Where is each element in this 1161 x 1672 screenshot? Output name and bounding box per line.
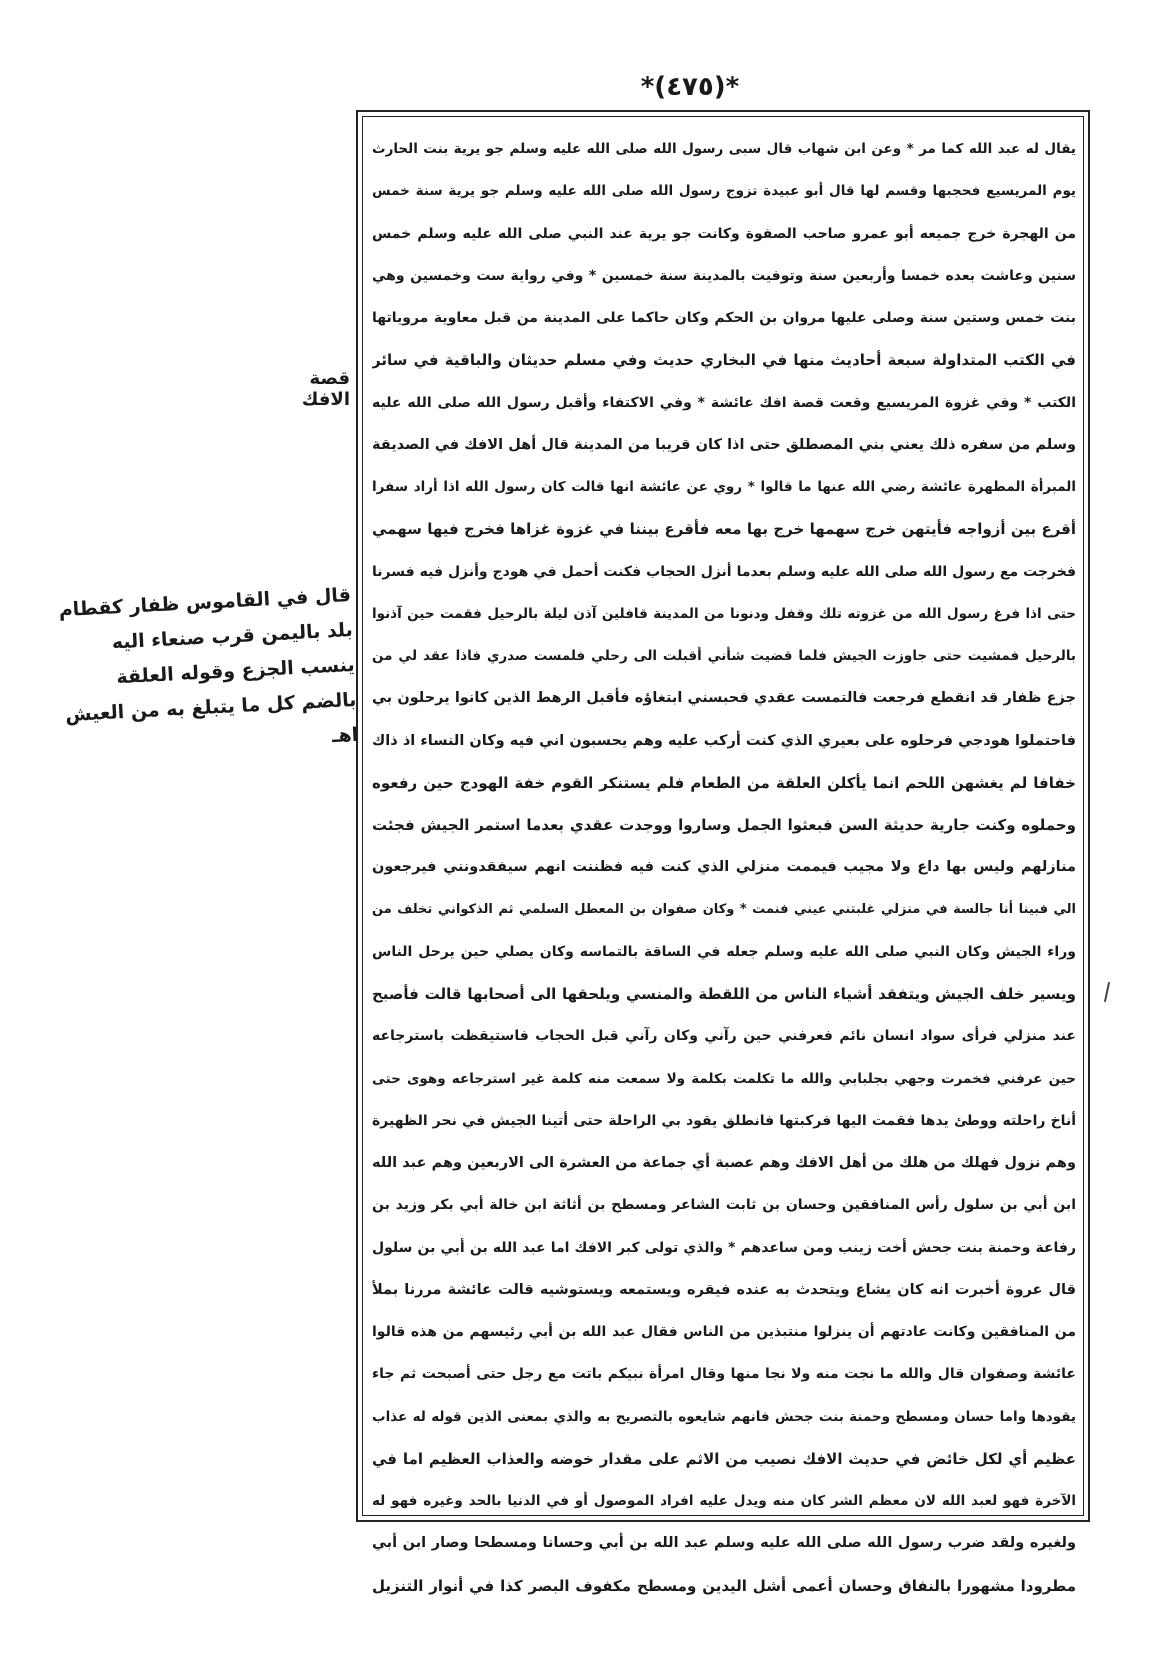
text-line: حين عرفني فخمرت وجهي بجلبابي والله ما تكلمت بكلمة ولا سمعت منه كلمة غير استرجاعه وهوى حتى bbox=[372, 1070, 1076, 1087]
margin-gloss-line: بلد باليمن قرب صنعاء اليه bbox=[111, 618, 354, 654]
margin-gloss-line: قال في القاموس ظفار كقطام bbox=[58, 583, 352, 622]
text-line: يقال له عبد الله كما مر * وعن ابن شهاب قال سبى رسول الله صلى الله عليه وسلم جو يرية بنت الحارث bbox=[372, 141, 1076, 157]
text-line: فاحتملوا هودجي فرحلوه على بعيري الذي كنت أركب عليه وهم يحسبون اني فيه وكان النساء اذ ذاك bbox=[372, 732, 1076, 749]
text-line: من الهجرة خرج جميعه أبو عمرو صاحب الصفوة وكانت جو يرية عند النبي صلى الله عليه وسلم خمس bbox=[372, 225, 1076, 242]
text-line: الي فبينا أنا جالسة في منزلي غلبتني عيني فنمت * وكان صفوان بن المعطل السلمي ثم الذكواني تخلف من bbox=[372, 901, 1076, 917]
text-line: وسلم من سفره ذلك يعني بني المصطلق حتى اذا كان قريبا من المدينة قال أهل الافك في الصديقة bbox=[372, 436, 1076, 453]
text-line: بنت خمس وستين سنة وصلى عليها مروان بن الحكم وكان حاكما على المدينة من قبل معاوية مروياتها bbox=[372, 310, 1076, 326]
text-line: حتى اذا فرغ رسول الله من غزوته تلك وقفل ودنونا من المدينة قافلين آذن ليلة بالرحيل فقمت حين آذنوا bbox=[372, 605, 1076, 622]
page-number: *(٤٧٥)* bbox=[640, 72, 740, 102]
text-line: جزع ظفار قد انقطع فرجعت فالتمست عقدي فحبسني ابتغاؤه فأقبل الرهط الذين كانوا يرحلون بي bbox=[372, 690, 1076, 707]
text-line: فخرجت مع رسول الله صلى الله عليه وسلم بعدما أنزل الحجاب فكنت أحمل في هودج وأنزل فيه فسرنا bbox=[372, 563, 1076, 580]
text-line: المبرأة المطهرة عائشة رضي الله عنها ما قالوا * روي عن عائشة انها قالت كان رسول الله اذا أراد سفرا bbox=[372, 479, 1076, 495]
margin-gloss-line: اهـ bbox=[331, 723, 359, 748]
text-line: أناخ راحلته ووطئ يدها فقمت اليها فركبتها فانطلق يقود بي الراحلة حتى أتينا الجيش في نحر الظهيرة bbox=[372, 1112, 1076, 1129]
text-line: عائشة وصفوان قال والله ما نجت منه ولا نجا منها وقال امرأة نبيكم باتت مع رجل حتى أصبحت ثم جاء bbox=[372, 1366, 1076, 1383]
text-line: ولغيره ولقد ضرب رسول الله صلى الله عليه وسلم عبد الله بن أبي وحسانا ومسطحا وصار ابن أبي bbox=[372, 1535, 1076, 1552]
text-line: سنين وعاشت بعده خمسا وأربعين سنة وتوفيت بالمدينة سنة خمسين * وفي رواية ست وخمسين وهي bbox=[372, 267, 1076, 284]
text-line: ابن أبي بن سلول رأس المنافقين وحسان بن ثابت الشاعر ومسطح بن أثاثة ابن خالة أبي بكر وزيد بن bbox=[372, 1197, 1076, 1214]
text-line: مطرودا مشهورا بالنفاق وحسان أعمى أشل اليدين ومسطح مكفوف البصر كذا في أنوار التنزيل bbox=[372, 1576, 1076, 1595]
main-text-block bbox=[372, 128, 1076, 1595]
text-line: منازلهم وليس بها داع ولا مجيب فيممت منزلي الذي كنت فيه فظننت انهم سيفقدونني فيرجعون bbox=[372, 859, 1076, 876]
text-line: أقرع بين أزواجه فأيتهن خرج سهمها خرج بها معه فأقرع بيننا في غزوة غزاها فخرج فيها سهمي bbox=[372, 520, 1076, 539]
text-line: عظيم أي لكل خائض في حديث الافك نصيب من الاثم على مقدار خوضه والعذاب العظيم اما في bbox=[372, 1449, 1076, 1468]
text-line: قال عروة أخبرت انه كان يشاع ويتحدث به عنده فيقره ويستمعه ويستوشيه قالت عائشة مررنا بملأ bbox=[372, 1281, 1076, 1298]
text-line: رفاعة وحمنة بنت جحش أخت زينب ومن ساعدهم * والذي تولى كبر الافك اما عبد الله بن أبي بن سلول bbox=[372, 1239, 1076, 1256]
text-line: الآخرة فهو لعبد الله لان معظم الشر كان منه ويدل عليه افراد الموصول أو في الدنيا بالحد وغيره فهو له bbox=[372, 1493, 1076, 1509]
text-line: يقودها واما حسان ومسطح وحمنة بنت جحش فانهم شايعوه بالتصريح به والذي بمعنى الذين قوله له عذاب bbox=[372, 1408, 1076, 1425]
text-line: يوم المريسيع فحجبها وقسم لها قال أبو عبيدة تزوج رسول الله صلى الله عليه وسلم جو يرية سنة خمس bbox=[372, 183, 1076, 200]
text-line: وهم نزول فهلك من هلك من أهل الافك وهم عصبة أي جماعة من العشرة الى الاربعين وهم عبد الله bbox=[372, 1155, 1076, 1171]
text-line: وحملوه وكنت جارية حديثة السن فبعثوا الجمل وساروا ووجدت عقدي بعدما استمر الجيش فجئت bbox=[372, 816, 1076, 834]
text-line: الكتب * وفي غزوة المريسيع وقعت قصة افك عائشة * وفي الاكتفاء وأقبل رسول الله صلى الله عليه bbox=[372, 394, 1076, 411]
text-line: خفافا لم يغشهن اللحم انما يأكلن العلقة من الطعام فلم يستنكر القوم خفة الهودج حين رفعوه bbox=[372, 773, 1076, 792]
text-line: في الكتب المتداولة سبعة أحاديث منها في البخاري حديث وفي مسلم حديثان والباقية في سائر bbox=[372, 351, 1076, 370]
text-line: وراء الجيش وكان النبي صلى الله عليه وسلم جعله في الساقة بالتماسه وكان يصلي حين يرحل الناس bbox=[372, 943, 1076, 960]
margin-heading: قصة الافك bbox=[301, 368, 350, 410]
margin-gloss-line: بالضم كل ما يتبلغ به من العيش bbox=[64, 688, 357, 727]
text-line: من المنافقين وكانت عادتهم أن ينزلوا منتبذين من الناس فقال عبد الله بن أبي رئيسهم من هذه قالوا bbox=[372, 1324, 1076, 1340]
text-line: ويسير خلف الجيش ويتفقد أشياء الناس من اللقطة والمنسي ويلحقها الى أصحابها قالت فأصبح bbox=[372, 985, 1076, 1003]
stray-pen-mark bbox=[1104, 982, 1110, 1002]
margin-gloss bbox=[58, 578, 359, 763]
text-line: بالرحيل فمشيت حتى جاوزت الجيش فلما قضيت شأني أقبلت الى رحلي فلمست صدري فاذا عقد لي من bbox=[372, 648, 1076, 664]
margin-gloss-line: ينسب الجزع وقوله العلقة bbox=[115, 653, 356, 689]
text-line: عند منزلي فرأى سواد انسان نائم فعرفني حين رآني وكان رآني قبل الحجاب فاستيقظت باسترجاعه bbox=[372, 1028, 1076, 1045]
